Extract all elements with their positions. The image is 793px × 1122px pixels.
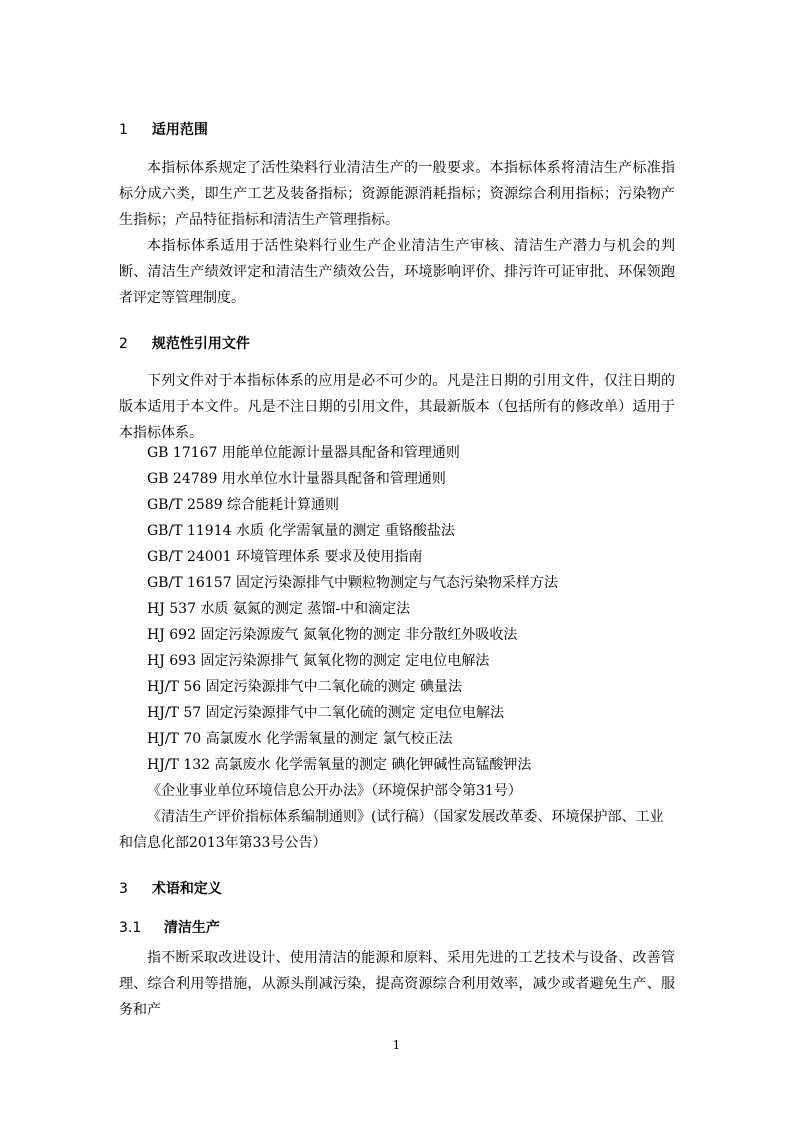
section-title: 适用范围 xyxy=(151,122,208,138)
section-number: 2 xyxy=(119,336,128,352)
reference-item: HJ/T 70 高氯废水 化学需氧量的测定 氯气校正法 xyxy=(147,731,453,747)
section-2-intro: 下列文件对于本指标体系的应用是必不可少的。凡是注日期的引用文件，仅注日期的版本适用于本文件。凡是不注日期的引用文件，其最新版本（包括所有的修改单）适用于本指标体系。 xyxy=(119,373,675,441)
section-number: 3 xyxy=(119,881,128,897)
reference-item: GB/T 11914 水质 化学需氧量的测定 重铬酸盐法 xyxy=(147,523,455,539)
reference-item: GB 24789 用水单位水计量器具配备和管理通则 xyxy=(147,471,446,487)
reference-item: 《企业事业单位环境信息公开办法》（环境保护部令第31号） xyxy=(147,783,522,799)
section-2-heading xyxy=(119,333,250,353)
subsection-title: 清洁生产 xyxy=(163,920,220,936)
section-title: 术语和定义 xyxy=(151,881,222,897)
subsection-3-1-paragraph: 指不断采取改进设计、使用清洁的能源和原料、采用先进的工艺技术与设备、改善管理、综合利用等措施，从源头削减污染，提高资源综合利用效率，减少或者避免生产、服务和产 xyxy=(119,950,675,1018)
reference-item: HJ/T 132 高氯废水 化学需氧量的测定 碘化钾碱性高锰酸钾法 xyxy=(147,757,532,773)
section-1-paragraph-2: 本指标体系适用于活性染料行业生产企业清洁生产审核、清洁生产潜力与机会的判断、清洁生产绩效评定和清洁生产绩效公告，环境影响评价、排污许可证审批、环保领跑者评定等管理制度。 xyxy=(119,238,675,306)
reference-item: GB 17167 用能单位能源计量器具配备和管理通则 xyxy=(147,445,460,461)
reference-list xyxy=(147,440,558,804)
reference-item: HJ 692 固定污染源废气 氮氧化物的测定 非分散红外吸收法 xyxy=(147,627,518,643)
subsection-number: 3.1 xyxy=(119,920,142,936)
section-number: 1 xyxy=(119,122,128,138)
reference-item-multiline: 《清洁生产评价指标体系编制通则》(试行稿）（国家发展改革委、环境保护部、工业和信息化部2013年第33号公告） xyxy=(119,809,664,851)
section-title: 规范性引用文件 xyxy=(151,336,250,352)
subsection-3-1-heading xyxy=(119,917,220,937)
reference-item: GB/T 2589 综合能耗计算通则 xyxy=(147,497,340,513)
section-1-heading xyxy=(119,119,208,139)
page-number: 1 xyxy=(392,1038,401,1052)
reference-item: HJ 537 水质 氨氮的测定 蒸馏-中和滴定法 xyxy=(147,601,411,617)
reference-item: HJ/T 56 固定污染源排气中二氧化硫的测定 碘量法 xyxy=(147,679,463,695)
reference-item: GB/T 24001 环境管理体系 要求及使用指南 xyxy=(147,549,423,565)
reference-item: GB/T 16157 固定污染源排气中颗粒物测定与气态污染物采样方法 xyxy=(147,575,558,591)
reference-item: HJ 693 固定污染源排气 氮氧化物的测定 定电位电解法 xyxy=(147,653,490,669)
section-3-heading xyxy=(119,878,222,898)
section-1-paragraph-1: 本指标体系规定了活性染料行业清洁生产的一般要求。本指标体系将清洁生产标准指标分成六类，即生产工艺及装备指标；资源能源消耗指标；资源综合利用指标；污染物产生指标；产品特征指标和清洁生产管理指标。 xyxy=(119,160,675,228)
reference-item: HJ/T 57 固定污染源排气中二氧化硫的测定 定电位电解法 xyxy=(147,705,505,721)
